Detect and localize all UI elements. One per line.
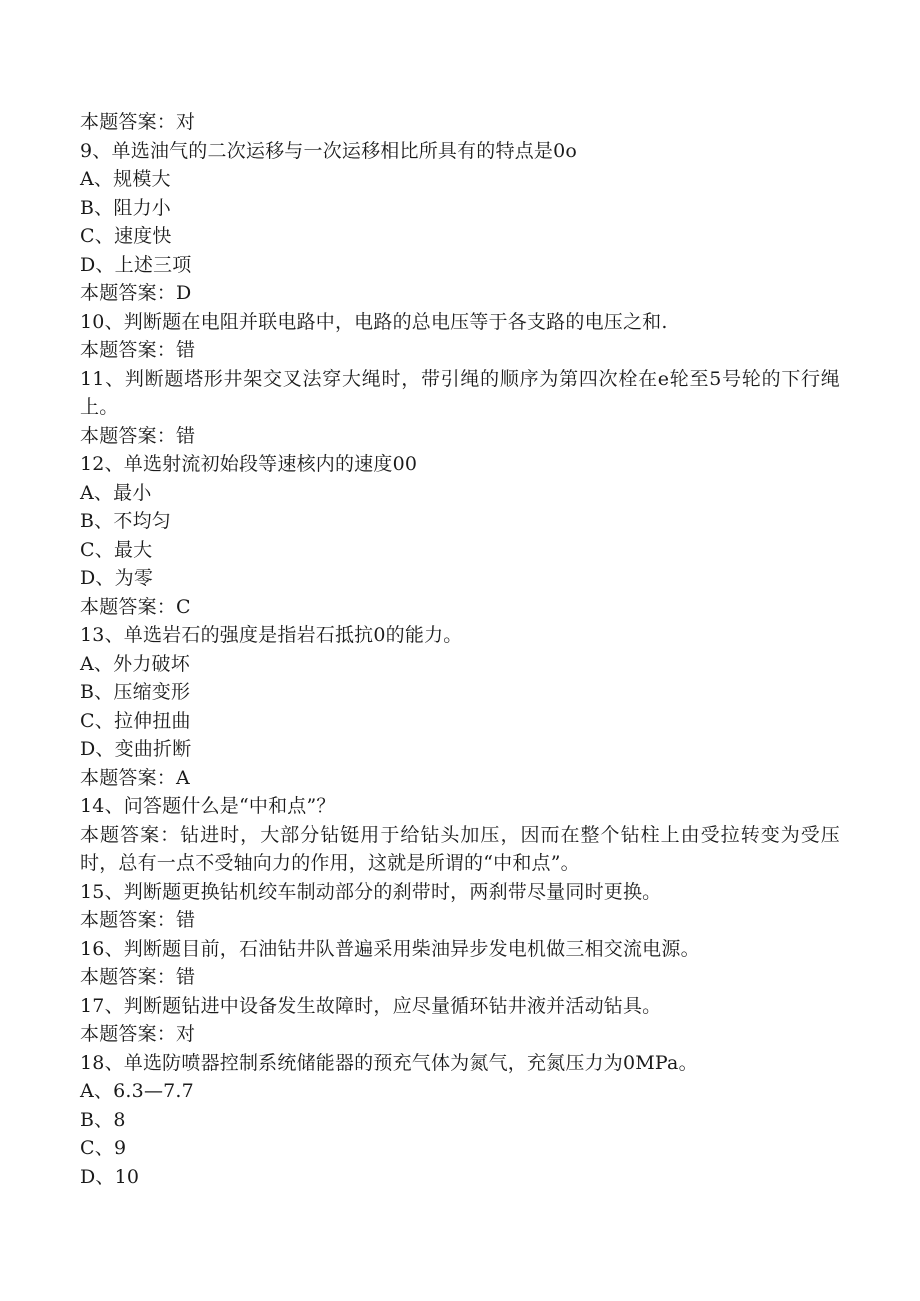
question-18: 18、单选防喷器控制系统储能器的预充气体为氮气，充氮压力为0MPa。	[80, 1051, 698, 1074]
question-15: 15、判断题更换钻机绞车制动部分的刹带时，两刹带尽量同时更换。	[80, 880, 662, 903]
question-13-option-d: D、变曲折断	[80, 738, 192, 760]
question-13: 13、单选岩石的强度是指岩石抵抗0的能力。	[80, 624, 463, 646]
answer-line-17: 本题答案：对	[80, 1023, 196, 1045]
question-10: 10、判断题在电阻并联电路中，电路的总电压等于各支路的电压之和.	[80, 310, 668, 333]
question-9-option-b: B、阻力小	[80, 196, 171, 219]
question-9-option-c: C、速度快	[80, 225, 172, 247]
question-13-option-a: A、外力破坏	[80, 652, 190, 675]
question-12-option-d: D、为零	[80, 567, 154, 589]
question-12-option-a: A、最小	[80, 481, 152, 504]
question-12-option-b: B、不均匀	[80, 510, 171, 532]
question-17: 17、判断题钻进中设备发生故障时，应尽量循环钻井液并活动钻具。	[80, 994, 662, 1017]
question-13-option-c: C、拉伸扭曲	[80, 709, 191, 732]
question-13-option-b: B、压缩变形	[80, 681, 191, 703]
answer-line-12: 本题答案：C	[80, 595, 191, 618]
question-12: 12、单选射流初始段等速核内的速度00	[80, 453, 418, 475]
answer-line-13: 本题答案：A	[80, 766, 190, 789]
answer-line-9: 本题答案：D	[80, 282, 192, 304]
answer-line-16: 本题答案：错	[80, 966, 196, 988]
answer-line-10: 本题答案：错	[80, 339, 196, 361]
question-18-option-c: C、9	[80, 1137, 127, 1159]
question-list	[80, 108, 840, 1191]
question-9-option-d: D、上述三项	[80, 253, 192, 276]
question-18-option-a: A、6.3—7.7	[80, 1080, 194, 1102]
question-16: 16、判断题目前，石油钻井队普遍采用柴油异步发电机做三相交流电源。	[80, 937, 700, 960]
question-11: 11、判断题塔形井架交叉法穿大绳时，带引绳的顺序为第四次栓在e轮至5号轮的下行绳上。	[80, 367, 840, 418]
question-12-option-c: C、最大	[80, 538, 153, 561]
answer-line-11: 本题答案：错	[80, 424, 196, 447]
question-18-option-d: D、10	[80, 1165, 140, 1188]
answer-line-15: 本题答案：错	[80, 909, 196, 931]
question-14: 14、问答题什么是“中和点”？	[80, 795, 336, 817]
question-9-option-a: A、规模大	[80, 168, 171, 190]
question-18-option-b: B、8	[80, 1108, 126, 1131]
answer-line-14: 本题答案：钻进时，大部分钻铤用于给钻头加压，因而在整个钻柱上由受拉转变为受压时，总有一点不受轴向力的作用，这就是所谓的“中和点”。	[80, 823, 840, 874]
answer-line-8: 本题答案：对	[80, 111, 196, 133]
question-9: 9、单选油气的二次运移与一次运移相比所具有的特点是0o	[80, 139, 578, 162]
